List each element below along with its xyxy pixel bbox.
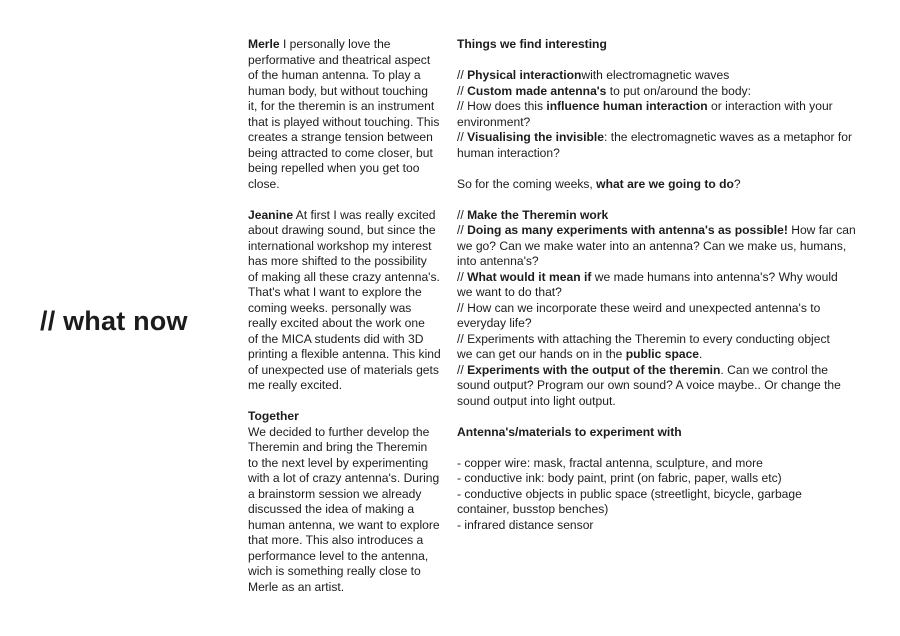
body-text: environment? (457, 114, 531, 129)
text-line (457, 378, 859, 394)
page-heading: // what now (40, 306, 188, 336)
body-text: with a lot of crazy antenna's. During (248, 471, 440, 485)
bold-text: what are we going to do (596, 176, 734, 191)
body-text: with electromagnetic waves (581, 68, 730, 82)
body-text: At first I was really excited (293, 207, 436, 222)
body-text: being attracted to come closer, but (248, 145, 433, 160)
text-line (457, 146, 859, 162)
body-text: human body, but without touching (248, 83, 428, 98)
body-text: coming weeks. personally was (248, 300, 412, 315)
text-line (248, 177, 440, 193)
body-text: of making all these crazy antenna's. (248, 269, 440, 284)
text-line (457, 285, 859, 301)
text-line (457, 518, 859, 534)
text-line (248, 580, 440, 596)
bold-text: What would it mean if (467, 269, 592, 284)
text-line (248, 146, 440, 162)
text-line (248, 161, 440, 177)
body-text: // (457, 68, 468, 82)
bold-text: Merle (248, 37, 280, 51)
text-line (457, 115, 859, 131)
text-line (248, 564, 440, 580)
body-text: being repelled when you get too (248, 161, 420, 175)
text-line (457, 223, 859, 239)
text-line (248, 68, 440, 84)
bold-text: Physical interaction (467, 68, 582, 82)
body-text: container, busstop benches) (457, 502, 609, 516)
body-text: // Experiments with attaching the Theremin to every conducting object (457, 331, 830, 346)
text-line (457, 270, 859, 286)
text-line (248, 208, 440, 224)
text-line (457, 502, 859, 518)
body-text: How far can (787, 223, 856, 237)
body-text: we want to do that? (457, 285, 562, 299)
text-line (457, 332, 859, 348)
text-line (457, 456, 859, 472)
body-text: . (699, 347, 703, 361)
body-text: Theremin and bring the Theremin (248, 440, 428, 454)
body-text: - infrared distance sensor (457, 517, 594, 532)
text-line (457, 37, 859, 53)
text-line (248, 99, 440, 115)
bold-text: Jeanine (248, 207, 294, 222)
text-line (457, 130, 859, 146)
body-text: // (457, 362, 468, 377)
body-text: discussed the idea of making a (248, 502, 415, 516)
bold-text: Visualising the invisible (467, 130, 604, 144)
text-line (248, 84, 440, 100)
body-text: ? (733, 176, 741, 191)
left-column (248, 37, 440, 611)
body-text: Merle as an artist. (248, 579, 345, 594)
text-line (248, 332, 440, 348)
text-line (248, 549, 440, 565)
text-line (248, 425, 440, 441)
body-text: to the next level by experimenting (248, 455, 429, 470)
body-text: we go? Can we make water into an antenna? Can we make us, humans, (457, 238, 847, 253)
body-text: - conductive ink: body paint, print (on fabric, paper, walls etc) (457, 471, 782, 485)
body-text: printing a flexible antenna. This kind (248, 347, 441, 361)
text-line (457, 177, 859, 193)
body-text: : the electromagnetic waves as a metaphor for (603, 130, 853, 144)
right-column (457, 37, 859, 549)
body-text: about drawing sound, but since the (248, 223, 436, 237)
body-text: That's what I want to explore the (248, 285, 422, 299)
text-line (457, 99, 859, 115)
body-text: of unexpected use of materials gets (248, 362, 439, 377)
body-text: . Can we control the (720, 362, 828, 377)
right-paragraph (457, 177, 859, 193)
text-line (457, 301, 859, 317)
body-text: // How does this (457, 99, 547, 113)
body-text: // (457, 83, 468, 98)
bold-text: Antenna's/materials to experiment with (457, 424, 682, 439)
text-line (457, 347, 859, 363)
body-text: - copper wire: mask, fractal antenna, sculpture, and more (457, 455, 763, 470)
body-text: into antenna's? (457, 254, 539, 268)
body-text: really excited about the work one (248, 316, 425, 330)
body-text: everyday life? (457, 316, 532, 330)
body-text: to put on/around the body: (606, 83, 751, 98)
right-paragraph (457, 208, 859, 410)
text-line (457, 208, 859, 224)
left-paragraph (248, 409, 440, 595)
body-text: close. (248, 176, 280, 191)
text-line (457, 471, 859, 487)
bold-text: Make the Theremin work (467, 207, 609, 222)
body-text: of the human antenna. To play a (248, 68, 421, 82)
bold-text: Doing as many experiments with antenna's as possible! (467, 223, 788, 237)
text-line (457, 68, 859, 84)
right-paragraph (457, 425, 859, 441)
body-text: // How can we incorporate these weird and unexpected antenna's to (457, 300, 821, 315)
bold-text: Together (248, 409, 299, 423)
body-text: that is played without touching. This (248, 114, 440, 129)
text-line (248, 363, 440, 379)
body-text: performance level to the antenna, (248, 548, 429, 563)
text-line (457, 394, 859, 410)
text-line (248, 316, 440, 332)
body-text: that more. This also introduces a (248, 533, 424, 547)
text-line (248, 440, 440, 456)
text-line (248, 270, 440, 286)
text-line (248, 471, 440, 487)
text-line (457, 239, 859, 255)
body-text: - conductive objects in public space (streetlight, bicycle, garbage (457, 486, 802, 501)
text-line (248, 378, 440, 394)
bold-text: public space (625, 347, 700, 361)
text-line (457, 84, 859, 100)
body-text: We decided to further develop the (248, 424, 430, 439)
body-text: we can get our hands on in the (457, 347, 626, 361)
body-text: // (457, 130, 468, 144)
body-text: human interaction? (457, 145, 560, 160)
body-text: human antenna, we want to explore (248, 517, 440, 532)
body-text: it, for the theremin is an instrument (248, 99, 435, 113)
text-line (248, 347, 440, 363)
text-line (248, 533, 440, 549)
body-text: I personally love the (279, 37, 391, 51)
right-paragraph (457, 37, 859, 53)
body-text: a brainstorm session we already (248, 486, 422, 501)
right-paragraph (457, 68, 859, 161)
text-line (248, 254, 440, 270)
body-text: wich is something really close to (248, 564, 421, 578)
left-paragraph (248, 208, 440, 394)
text-line (248, 239, 440, 255)
text-line (457, 487, 859, 503)
body-text: or interaction with your (707, 99, 833, 113)
text-line (248, 487, 440, 503)
text-line (248, 115, 440, 131)
text-line (457, 425, 859, 441)
body-text: // (457, 269, 468, 284)
text-line (248, 456, 440, 472)
text-line (248, 502, 440, 518)
bold-text: Custom made antenna's (467, 83, 607, 98)
text-line (248, 130, 440, 146)
body-text: of the MICA students did with 3D (248, 331, 424, 346)
text-line (248, 409, 440, 425)
left-paragraph (248, 37, 440, 192)
body-text: So for the coming weeks, (457, 176, 597, 191)
bold-text: Experiments with the output of the theremin (467, 362, 721, 377)
text-line (248, 301, 440, 317)
text-line (248, 53, 440, 69)
body-text: sound output? Program our own sound? A voice maybe.. Or change the (457, 378, 841, 392)
text-line (248, 285, 440, 301)
body-text: me really excited. (248, 378, 343, 392)
text-line (457, 363, 859, 379)
body-text: // (457, 207, 468, 222)
body-text: has more shifted to the possibility (248, 254, 427, 268)
body-text: // (457, 223, 468, 237)
text-line (248, 518, 440, 534)
body-text: performative and theatrical aspect (248, 52, 431, 67)
right-paragraph (457, 456, 859, 534)
body-text: international workshop my interest (248, 238, 432, 253)
body-text: creates a strange tension between (248, 130, 433, 144)
bold-text: influence human interaction (546, 99, 708, 113)
text-line (457, 316, 859, 332)
text-line (248, 223, 440, 239)
bold-text: Things we find interesting (457, 37, 607, 51)
text-line (457, 254, 859, 270)
text-line (248, 37, 440, 53)
body-text: we made humans into antenna's? Why would (591, 269, 838, 284)
body-text: sound output into light output. (457, 393, 616, 408)
